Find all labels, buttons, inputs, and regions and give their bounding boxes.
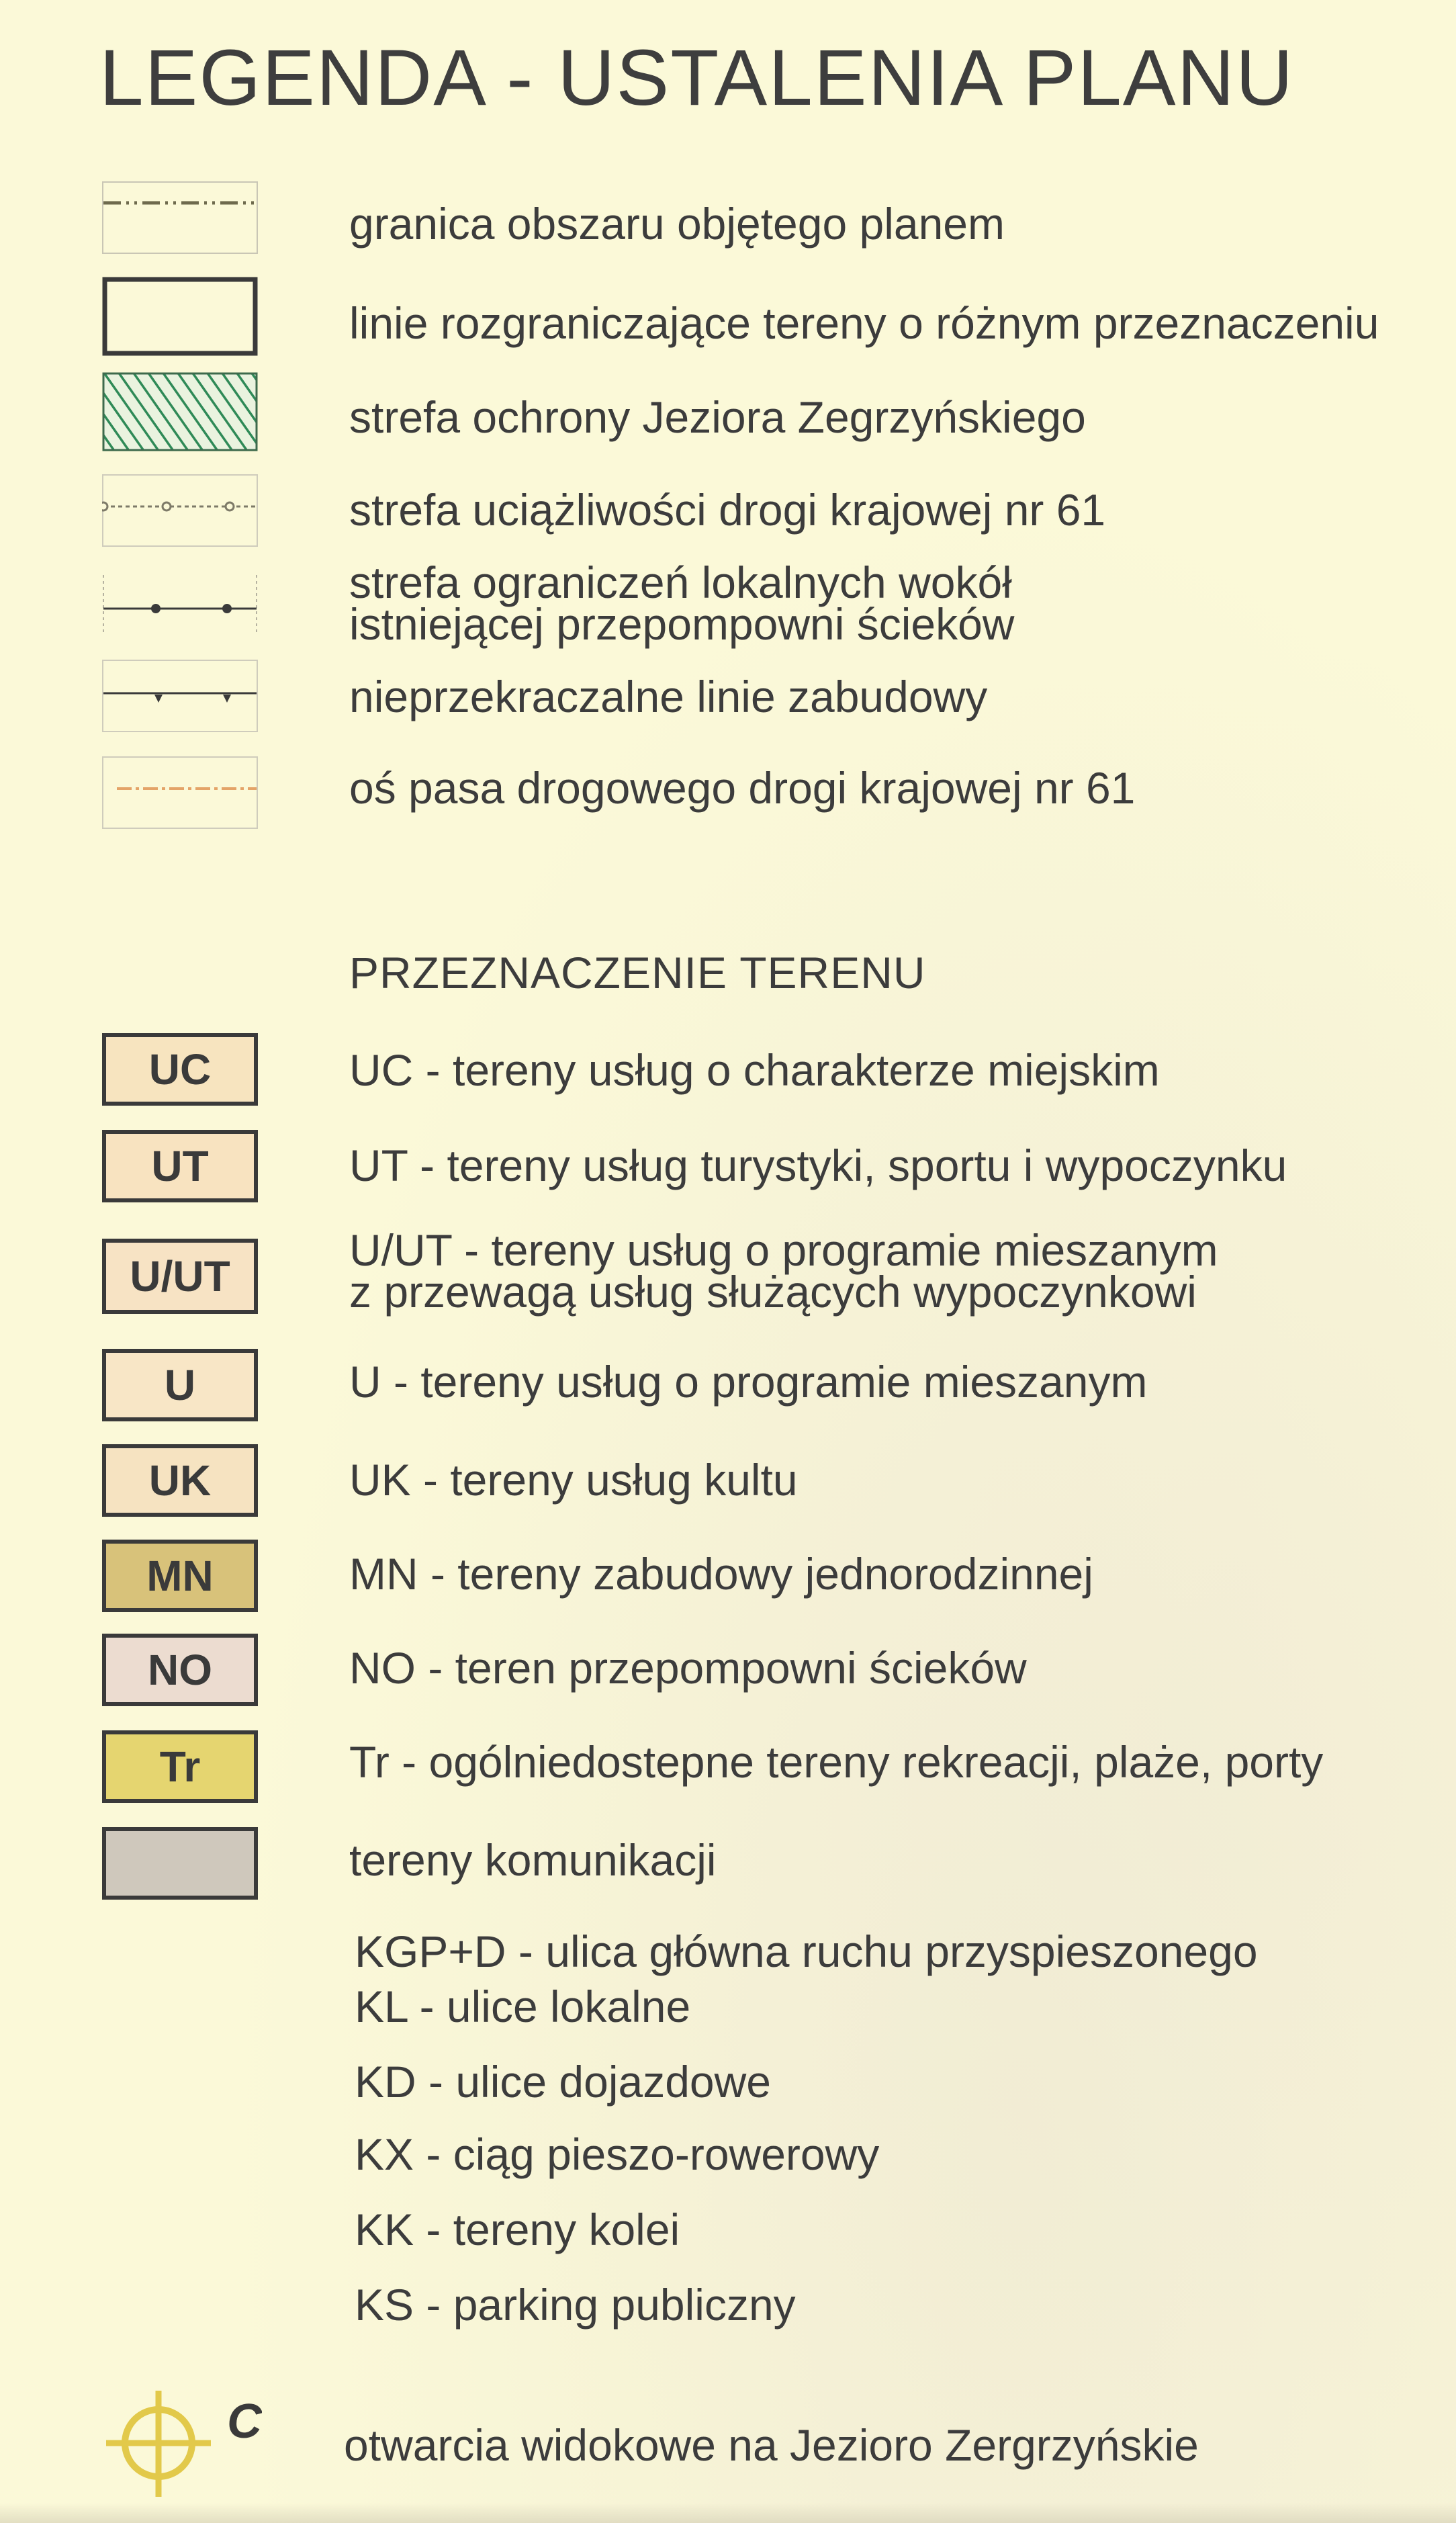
building-line-symbol	[102, 660, 258, 732]
zone-uut-label-line2: z przewagą usług służących wypoczynkowi	[349, 1267, 1197, 1317]
zone-uut-label-line1: U/UT - tereny usług o programie mieszanym	[349, 1225, 1218, 1275]
pump-restriction-label-line2: istniejącej przepompowni ścieków	[349, 599, 1015, 649]
zone-uut-code: U/UT	[130, 1252, 230, 1300]
zone-ut-code: UT	[151, 1142, 209, 1190]
viewpoint-label: otwarcia widokowe na Jezioro Zergrzyńskie	[344, 2420, 1199, 2470]
zone-u-label: U - tereny usług o programie mieszanym	[349, 1357, 1148, 1407]
zone-tr-swatch	[102, 1730, 258, 1803]
road-kl: KL - ulice lokalne	[355, 1982, 691, 2031]
zone-uk-code: UK	[148, 1456, 212, 1505]
zone-no-swatch	[102, 1634, 258, 1706]
page-bottom-edge	[0, 2503, 1456, 2523]
zone-uut-swatch	[102, 1239, 258, 1314]
zone-uk-label: UK - tereny usług kultu	[349, 1455, 798, 1505]
zone-ut-label: UT - tereny usług turystyki, sportu i wypoczynku	[349, 1141, 1287, 1190]
zone-ut-swatch	[102, 1130, 258, 1202]
zoning-section-title: PRZEZNACZENIE TERENU	[349, 948, 926, 998]
zone-tr-code: Tr	[159, 1742, 201, 1791]
zone-transport-swatch	[102, 1827, 258, 1900]
dividing-lines-label: linie rozgraniczające tereny o różnym przeznaczeniu	[349, 298, 1379, 348]
dividing-lines-symbol	[102, 277, 258, 349]
zone-uc-code: UC	[148, 1045, 212, 1094]
viewpoint-letter: C	[227, 2395, 262, 2448]
zone-mn-label: MN - tereny zabudowy jednorodzinnej	[349, 1549, 1093, 1599]
pump-restriction-symbol	[102, 568, 258, 641]
zone-u-code: U	[164, 1361, 196, 1409]
road-kx: KX - ciąg pieszo-rowerowy	[355, 2129, 880, 2179]
zone-mn-swatch	[102, 1540, 258, 1612]
zone-tr-label: Tr - ogólniedostepne tereny rekreacji, plaże, porty	[349, 1737, 1324, 1787]
road-nuisance-symbol	[102, 474, 258, 547]
legend-title: LEGENDA - USTALENIA PLANU	[99, 34, 1295, 122]
lake-protection-symbol	[102, 372, 258, 445]
zone-uc-swatch	[102, 1033, 258, 1106]
road-ks: KS - parking publiczny	[355, 2280, 796, 2330]
zone-no-code: NO	[148, 1646, 212, 1694]
road-kk: KK - tereny kolei	[355, 2205, 680, 2254]
plan-boundary-label: granica obszaru objętego planem	[349, 199, 1005, 249]
zone-no-label: NO - teren przepompowni ścieków	[349, 1643, 1027, 1693]
zone-uk-swatch	[102, 1444, 258, 1517]
road-kd: KD - ulice dojazdowe	[355, 2057, 771, 2107]
road-kgpd: KGP+D - ulica główna ruchu przyspieszonego	[355, 1927, 1258, 1976]
pump-restriction-label	[349, 558, 1015, 649]
zone-uut-label	[349, 1225, 1218, 1317]
road-axis-symbol	[102, 756, 258, 829]
zone-u-swatch	[102, 1349, 258, 1421]
lake-protection-label: strefa ochrony Jeziora Zegrzyńskiego	[349, 392, 1086, 442]
zone-mn-code: MN	[146, 1552, 214, 1600]
road-nuisance-label: strefa uciążliwości drogi krajowej nr 61	[349, 485, 1106, 535]
zone-transport-label: tereny komunikacji	[349, 1835, 717, 1885]
zone-uc-label: UC - tereny usług o charakterze miejskim	[349, 1045, 1160, 1095]
viewpoint-crosshair-icon	[101, 2381, 262, 2502]
pump-restriction-label-line1: strefa ograniczeń lokalnych wokół	[349, 558, 1012, 607]
road-axis-label: oś pasa drogowego drogi krajowej nr 61	[349, 763, 1136, 813]
building-line-label: nieprzekraczalne linie zabudowy	[349, 672, 988, 721]
plan-boundary-symbol	[102, 181, 258, 254]
